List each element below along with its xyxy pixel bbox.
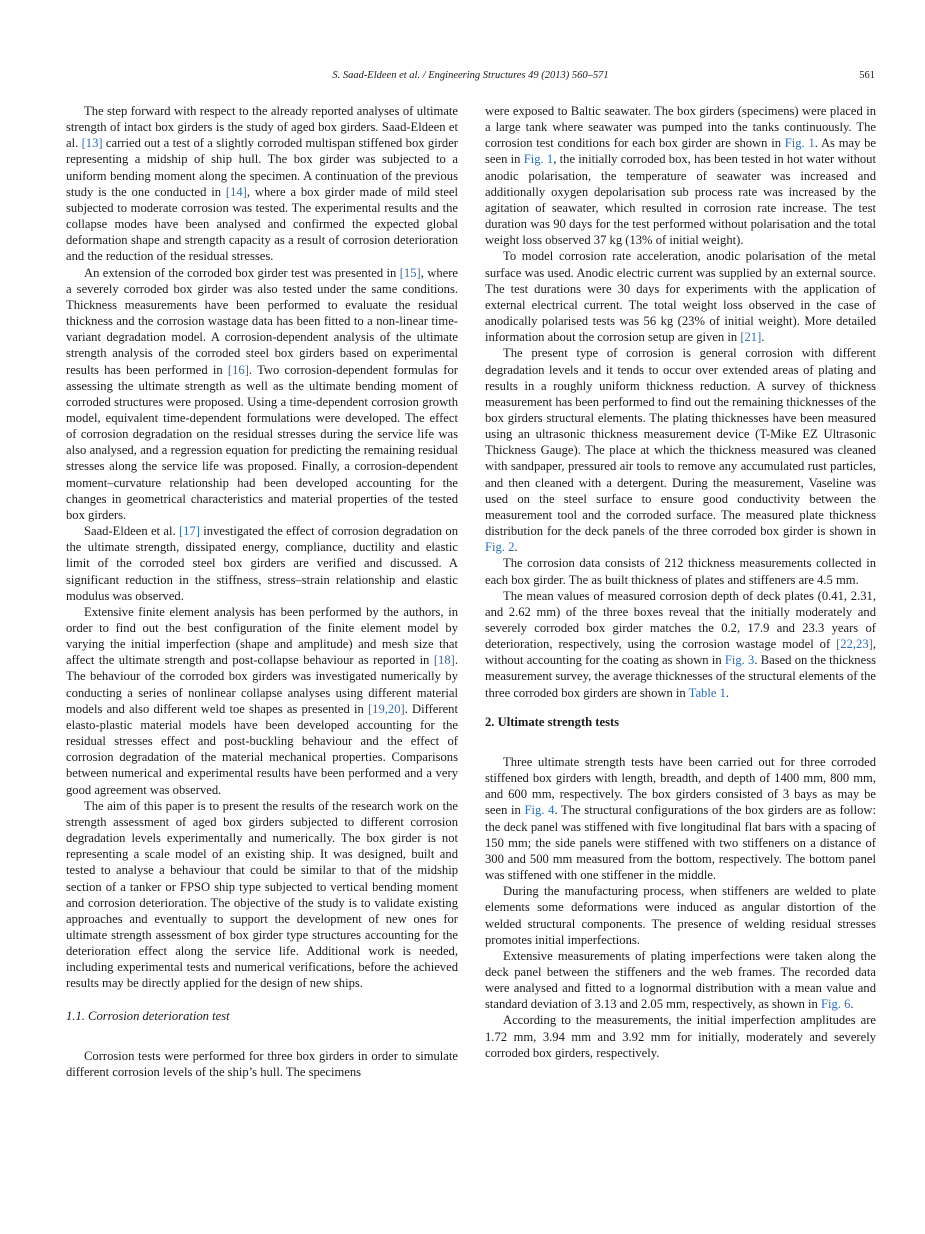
figure-link[interactable]: Fig. 2 bbox=[485, 540, 515, 555]
reference-link[interactable]: [21] bbox=[740, 330, 762, 345]
paragraph: were exposed to Baltic seawater. The box girders (specimens) were placed in a large tank where seawater was pumped into the tanks continuously. The corrosion test conditions for each box girder are shown in Fig. 1. As may be seen in Fig. 1, the initially corroded box, has been tested in hot water without anodic polarisation, the temperature of seawater was increased and additionally oxygen depolarisation sub process rate was increased by the agitation of seawater, which resulted in corrosion rate increase. The test duration was 90 days for the test performed without polarisation and the total weight loss observed 37 kg (13% of initial weight). bbox=[485, 104, 877, 248]
figure-link[interactable]: Fig. 1 bbox=[784, 136, 815, 151]
right-column bbox=[485, 103, 876, 1061]
paragraph: To model corrosion rate acceleration, anodic polarisation of the metal surface was used. Anodic electric current was supplied by an external source. The test durations were 30 days for experiments with the application of external electrical current. The total weight loss observed in the case of anodically polarised tests was 56 kg (23% of initial weight). More detailed information about the corrosion setup are given in [21]. bbox=[485, 249, 876, 345]
reference-link[interactable]: [17] bbox=[178, 524, 200, 539]
paragraph: The step forward with respect to the already reported analyses of ultimate strength of intact box girders is the study of aged box girders. Saad-Eldeen et al. [13] carried out a test of a slightly corroded multispan stiffened box girder representing a midship of ship hull. The box girder was subjected to a uniform bending moment along the specimen. A continuation of the previous study is the one conducted in [14], where a box girder made of mild steel subjected to moderate corrosion was tested. The experimental results and the collapse modes have been analysed and confirmed the expected global deformation shape and strength capacity as a result of corrosion deterioration and the reduction of the residual stresses. bbox=[66, 104, 458, 264]
reference-link[interactable]: [19,20] bbox=[367, 701, 405, 716]
journal-citation: S. Saad-Eldeen et al. / Engineering Structures 49 (2013) 560–571 bbox=[332, 70, 609, 81]
paragraph: Saad-Eldeen et al. [17] investigated the effect of corrosion degradation on the ultimate strength, dissipated energy, compliance, ductility and elastic limit of the corroded steel box girders are verified and discussed. A significant reduction in the stiffness, stress–strain relationship and elastic modulus was observed. bbox=[66, 524, 458, 603]
reference-link[interactable]: [18] bbox=[433, 653, 455, 668]
reference-link[interactable]: [15] bbox=[399, 265, 421, 280]
paragraph: Corrosion tests were performed for three box girders in order to simulate different corrosion levels of the ship’s hull. The specimens bbox=[66, 1048, 458, 1079]
reference-link[interactable]: [22,23] bbox=[836, 637, 873, 652]
figure-link[interactable]: Fig. 3 bbox=[724, 653, 755, 668]
section-heading: 2. Ultimate strength tests bbox=[485, 714, 620, 729]
left-column bbox=[66, 103, 458, 1080]
page-number: 561 bbox=[859, 70, 875, 81]
running-header bbox=[66, 70, 875, 86]
figure-link[interactable]: Fig. 6 bbox=[821, 997, 851, 1012]
table-link[interactable]: Table 1 bbox=[688, 685, 726, 700]
reference-link[interactable]: [14] bbox=[225, 184, 247, 199]
reference-link[interactable]: [16] bbox=[227, 362, 249, 377]
paragraph: The present type of corrosion is general corrosion with different degradation levels and it tends to occur over extended areas of plating and results in a roughly uniform thickness reduction. A survey of thickness measurement has been performed to find out the remaining thicknesses of the box girders structural elements. The plating thicknesses have been measured using an ultrasonic thickness measurement device (T-Mike EZ Ultrasonic Thickness Gauge). The place at which the thickness measured was cleaned with sandpaper, pressured air tools to remove any accumulated rust particles, and then cleaned with a detergent. During the measurement, Vaseline was used on the steel surface to ensure good conductivity between the measurement tool and the corroded surface. The measured plate thickness distribution for the deck panels of the three corroded box girder is shown in Fig. 2. bbox=[485, 346, 876, 555]
reference-link[interactable]: [13] bbox=[81, 136, 103, 151]
paragraph: According to the measurements, the initial imperfection amplitudes are 1.72 mm, 3.94 mm and 3.92 mm for initially, moderately and severely corroded box girders, respectively. bbox=[485, 1013, 876, 1060]
paragraph: The corrosion data consists of 212 thickness measurements collected in each box girder. The as built thickness of plates and stiffeners are 4.5 mm. bbox=[485, 556, 876, 587]
paragraph: The aim of this paper is to present the results of the research work on the strength assessment of aged box girders subjected to different corrosion degradation levels experimentally and numerically. The box girder is not representing a scale model of an existing ship. It was designed, built and tested to analyse a behaviour that could be similar to that of the midship section of a tanker or FPSO ship type subjected to vertical bending moment and corrosion deterioration. The objective of the study is to validate existing approaches and eventually to support the development of new ones for ultimate strength assessment of box girder type structures accounting for the deterioration effect along the service life. Additional work is needed, including experimental tests and numerical verifications, before the achieved results may be directly applied for the design of new ships. bbox=[66, 798, 458, 991]
figure-link[interactable]: Fig. 1 bbox=[523, 152, 554, 167]
paragraph: Three ultimate strength tests have been carried out for three corroded stiffened box girders with length, breadth, and depth of 1400 mm, 800 mm, and 600 mm, respectively. The box girders consisted of 3 bays as may be seen in Fig. 4. The structural configurations of the box girders are as follow: the deck panel was stiffened with five longitudinal flat bars with a spacing of 150 mm; the side panels were stiffened with two stiffeners on a distance of 300 and 500 mm measured from the bottom, respectively. The bottom panel was stiffened with one stiffener in the middle. bbox=[485, 754, 876, 883]
paragraph: Extensive finite element analysis has been performed by the authors, in order to find out the best configuration of the finite element model by varying the initial imperfection (shape and amplitude) and mesh size that affect the ultimate strength and post-collapse behaviour as reported in [18]. The behaviour of the corroded box girders was investigated numerically by conducting a series of nonlinear collapse analyses using different material models and also different weld toe shapes as presented in [19,20]. Different elasto-plastic material models have been developed accounting for the residual stresses effect and post-buckling behaviour and the effect of corrosion degradation of the material mechanical properties. Comparisons between numerical and experimental results have been performed and a very good agreement was observed. bbox=[66, 604, 458, 797]
paragraph: The mean values of measured corrosion depth of deck plates (0.41, 2.31, and 2.62 mm) of the three boxes reveal that the initially moderately and severely corroded box girder matches the 0.2, 17.9 and 23.3 years of deterioration, respectively, using the corrosion wastage model of [22,23], without accounting for the coating as shown in Fig. 3. Based on the thickness measurement survey, the average thicknesses of the structural elements of the three corroded box girders are shown in Table 1. bbox=[485, 588, 876, 700]
paragraph: Extensive measurements of plating imperfections were taken along the deck panel between the stiffeners and the web frames. The recorded data were analysed and fitted to a lognormal distribution with a mean value and standard deviation of 3.13 and 2.05 mm, respectively, as shown in Fig. 6. bbox=[485, 948, 876, 1012]
figure-link[interactable]: Fig. 4 bbox=[524, 803, 555, 818]
paragraph: An extension of the corroded box girder test was presented in [15], where a severely corroded box girder was also tested under the same conditions. Thickness measurements have been performed to evaluate the residual thickness and the corrosion wastage data has been fitted to a non-linear time-variant degradation model. A corrosion-dependent analysis of the ultimate strength analysis of the corroded steel box girders based on experimental results has been performed in [16]. Two corrosion-dependent formulas for assessing the ultimate strength as well as the ultimate bending moment of corroded structures were proposed. Using a time-dependent corrosion growth model, equivalent time-dependent formulations were developed. The effect of corrosion degradation on the residual stresses during the service life was also analysed, and a regression equation for predicting the remaining residual stresses along the service life was proposed. Finally, a corrosion-dependent moment–curvature relationship had been developed accounting for the changes in geometrical characteristics and material properties of the tested box girders. bbox=[66, 265, 458, 522]
subsection-heading: 1.1. Corrosion deterioration test bbox=[66, 1008, 230, 1023]
paragraph: During the manufacturing process, when stiffeners are welded to plate elements some deformations were induced as angular distortion of the welded structural components. The presence of welding residual stresses promotes initial imperfections. bbox=[485, 884, 876, 947]
